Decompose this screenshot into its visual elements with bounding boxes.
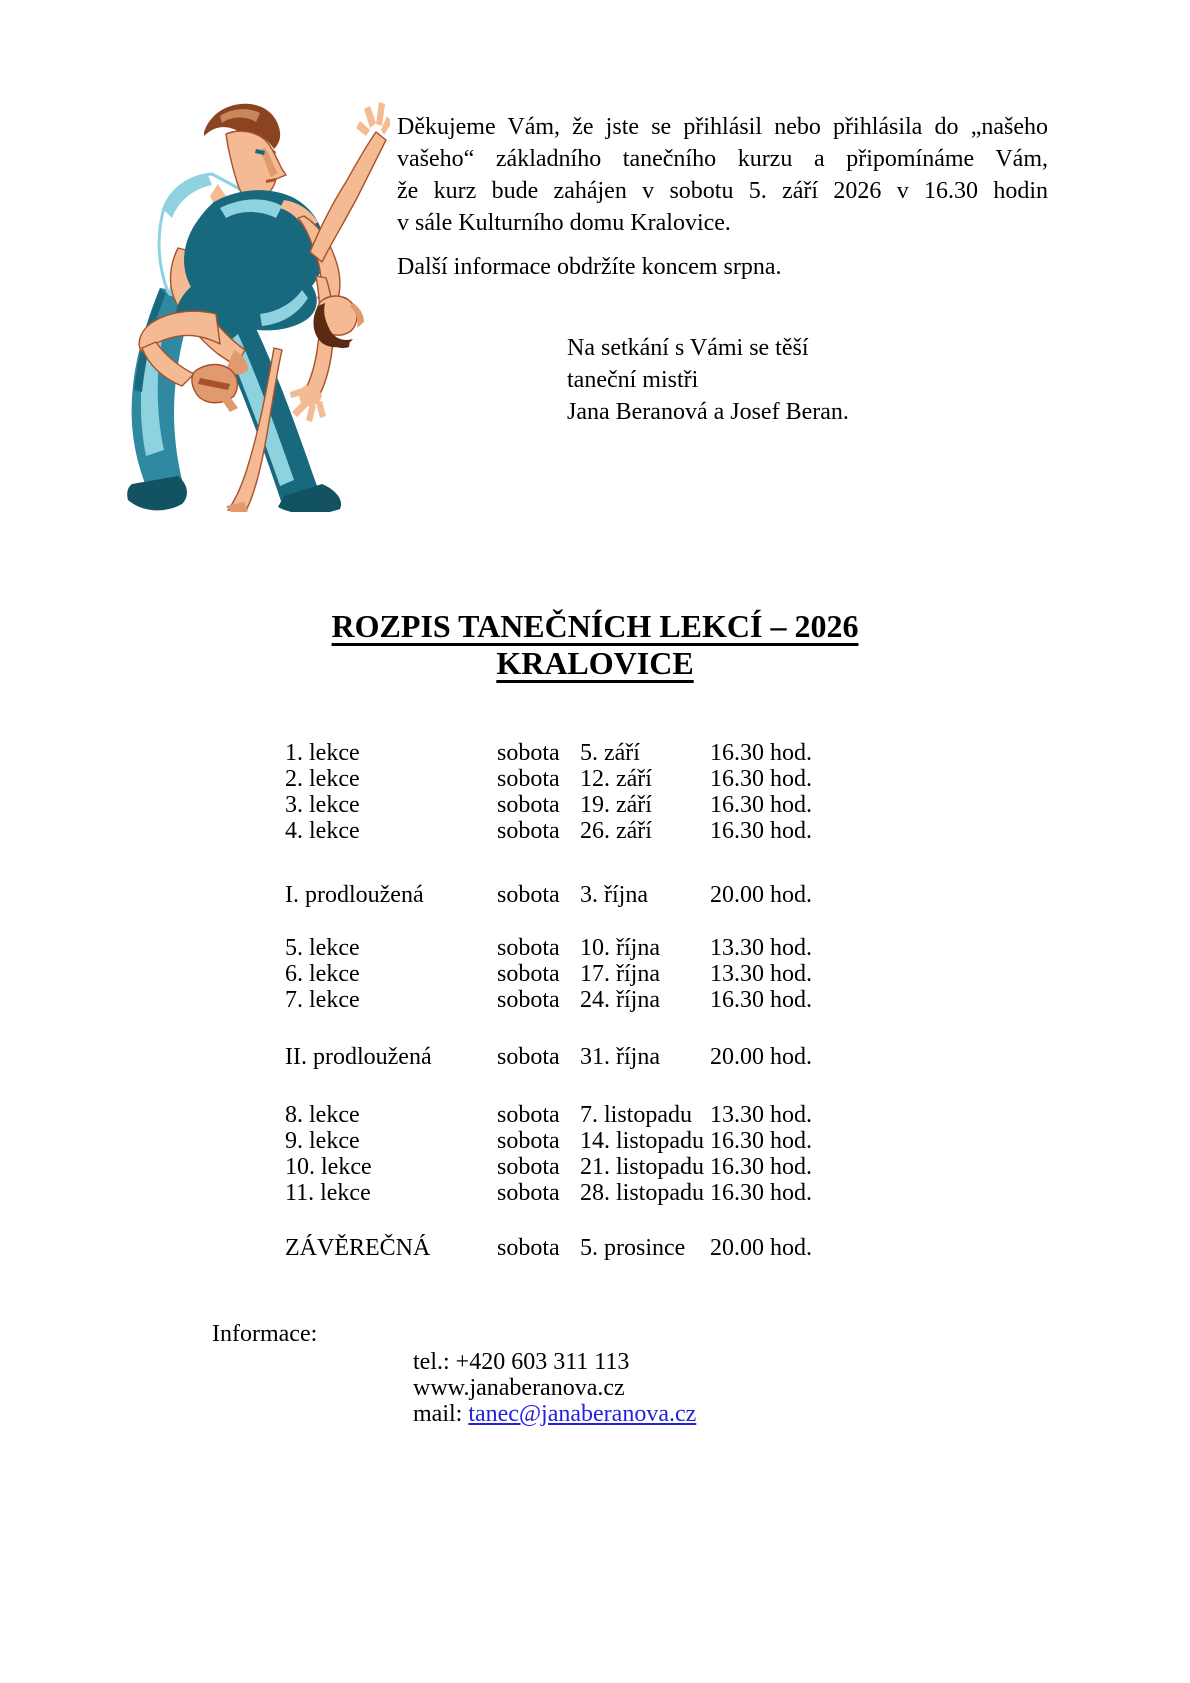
- schedule-group: [285, 882, 812, 908]
- intro-line: v sále Kulturního domu Kralovice.: [397, 210, 731, 236]
- schedule-row: [285, 1180, 812, 1206]
- schedule-date: 21. listopadu: [580, 1154, 704, 1180]
- schedule-day: sobota: [497, 935, 560, 961]
- schedule-label: I. prodloužená: [285, 882, 424, 908]
- contact-mail-label: mail:: [413, 1401, 469, 1427]
- schedule-time: 16.30 hod.: [710, 818, 812, 844]
- schedule-group: [285, 1102, 812, 1206]
- schedule-row: [285, 1102, 812, 1128]
- schedule-label: ZÁVĚREČNÁ: [285, 1235, 431, 1261]
- schedule-day: sobota: [497, 1180, 560, 1206]
- schedule-time: 20.00 hod.: [710, 1235, 812, 1261]
- schedule-row: [285, 935, 812, 961]
- schedule-row: [285, 1154, 812, 1180]
- schedule-row: [285, 766, 812, 792]
- schedule-time: 13.30 hod.: [710, 935, 812, 961]
- schedule-time: 16.30 hod.: [710, 1154, 812, 1180]
- intro-paragraph: [397, 111, 1048, 239]
- signature-block: [567, 332, 849, 428]
- schedule-label: 4. lekce: [285, 818, 360, 844]
- schedule-time: 16.30 hod.: [710, 987, 812, 1013]
- schedule-heading: [0, 608, 1190, 682]
- contact-phone: tel.: +420 603 311 113: [413, 1349, 630, 1375]
- schedule-row: [285, 1044, 812, 1070]
- schedule-group: [285, 1044, 812, 1070]
- schedule-group: [285, 935, 812, 1013]
- schedule-label: 11. lekce: [285, 1180, 371, 1206]
- intro-line: vašeho“ základního tanečního kurzu a připomínáme Vám,: [397, 146, 1048, 172]
- schedule-time: 16.30 hod.: [710, 1128, 812, 1154]
- schedule-day: sobota: [497, 987, 560, 1013]
- schedule-heading-line2: KRALOVICE: [496, 645, 694, 681]
- schedule-date: 3. října: [580, 882, 648, 908]
- schedule-time: 20.00 hod.: [710, 882, 812, 908]
- signature-line: taneční mistři: [567, 367, 699, 393]
- schedule-heading-line1: ROZPIS TANEČNÍCH LEKCÍ – 2026: [331, 608, 859, 644]
- schedule-label: 6. lekce: [285, 961, 360, 987]
- schedule-day: sobota: [497, 1154, 560, 1180]
- contact-block: [413, 1349, 696, 1427]
- schedule-row: [285, 740, 812, 766]
- schedule-day: sobota: [497, 740, 560, 766]
- schedule-row: [285, 792, 812, 818]
- schedule-date: 28. listopadu: [580, 1180, 704, 1206]
- schedule-time: 13.30 hod.: [710, 1102, 812, 1128]
- schedule-label: 1. lekce: [285, 740, 360, 766]
- schedule-day: sobota: [497, 792, 560, 818]
- schedule-day: sobota: [497, 882, 560, 908]
- schedule-date: 5. září: [580, 740, 640, 766]
- schedule-label: 9. lekce: [285, 1128, 360, 1154]
- schedule-group: [285, 740, 812, 844]
- signature-line: Jana Beranová a Josef Beran.: [567, 399, 849, 425]
- schedule-date: 14. listopadu: [580, 1128, 704, 1154]
- schedule-label: 3. lekce: [285, 792, 360, 818]
- schedule-date: 19. září: [580, 792, 652, 818]
- schedule-date: 12. září: [580, 766, 652, 792]
- schedule-time: 16.30 hod.: [710, 1180, 812, 1206]
- schedule-date: 26. září: [580, 818, 652, 844]
- contact-heading: Informace:: [212, 1321, 318, 1347]
- schedule-group: [285, 1235, 812, 1261]
- schedule-date: 24. října: [580, 987, 660, 1013]
- schedule-row: [285, 1128, 812, 1154]
- contact-mail-line: [413, 1401, 696, 1427]
- intro-line: Děkujeme Vám, že jste se přihlásil nebo přihlásila do „našeho: [397, 114, 1048, 140]
- schedule-time: 16.30 hod.: [710, 740, 812, 766]
- schedule-date: 5. prosince: [580, 1235, 686, 1261]
- schedule-row: [285, 818, 812, 844]
- signature-line: Na setkání s Vámi se těší: [567, 335, 809, 361]
- schedule-day: sobota: [497, 1102, 560, 1128]
- schedule-date: 31. října: [580, 1044, 660, 1070]
- schedule-day: sobota: [497, 818, 560, 844]
- schedule-time: 16.30 hod.: [710, 792, 812, 818]
- schedule-time: 13.30 hod.: [710, 961, 812, 987]
- schedule-time: 20.00 hod.: [710, 1044, 812, 1070]
- schedule-day: sobota: [497, 961, 560, 987]
- schedule-label: 2. lekce: [285, 766, 360, 792]
- schedule-day: sobota: [497, 1128, 560, 1154]
- schedule-label: 10. lekce: [285, 1154, 372, 1180]
- schedule-day: sobota: [497, 1235, 560, 1261]
- intro-line: že kurz bude zahájen v sobotu 5. září 2026 v 16.30 hodin: [397, 178, 1048, 204]
- schedule-row: [285, 1235, 812, 1261]
- info-august-paragraph: Další informace obdržíte koncem srpna.: [397, 254, 782, 280]
- schedule-date: 10. října: [580, 935, 660, 961]
- schedule-day: sobota: [497, 1044, 560, 1070]
- schedule-row: [285, 987, 812, 1013]
- contact-mail-link[interactable]: tanec@janaberanova.cz: [468, 1401, 697, 1427]
- schedule-date: 17. října: [580, 961, 660, 987]
- schedule-row: [285, 882, 812, 908]
- schedule-label: 7. lekce: [285, 987, 360, 1013]
- contact-website: www.janaberanova.cz: [413, 1375, 625, 1401]
- schedule-date: 7. listopadu: [580, 1102, 692, 1128]
- schedule-label: 8. lekce: [285, 1102, 360, 1128]
- schedule-day: sobota: [497, 766, 560, 792]
- schedule-table: [285, 740, 812, 1261]
- schedule-label: 5. lekce: [285, 935, 360, 961]
- schedule-time: 16.30 hod.: [710, 766, 812, 792]
- dancing-couple-illustration: [68, 92, 390, 512]
- schedule-row: [285, 961, 812, 987]
- schedule-label: II. prodloužená: [285, 1044, 432, 1070]
